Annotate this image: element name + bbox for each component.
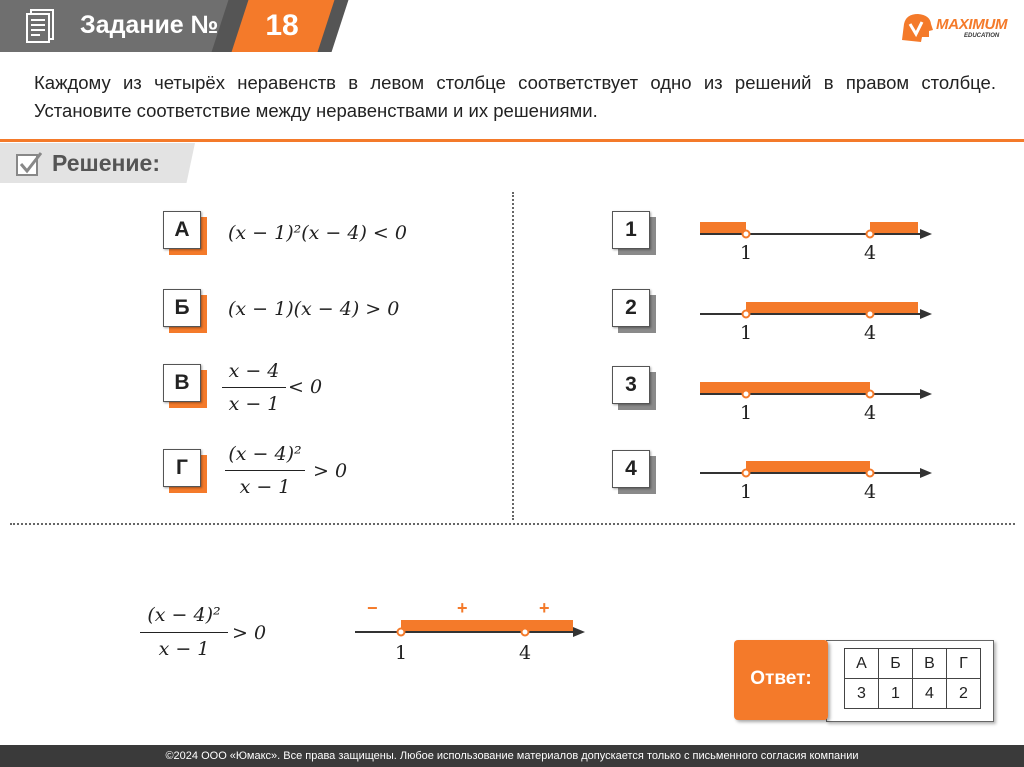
answer-label-box [734,640,828,720]
answer-letter: Г [947,649,981,679]
header-divider [0,139,1024,142]
section-divider [10,523,1015,525]
number-line-1 [700,218,932,268]
task-title: Задание № [80,11,219,39]
answer-digit: 3 [845,679,879,709]
answer-letter: Б [879,649,913,679]
sign-plus-middle: + [457,598,468,618]
tick-label-1: 1 [740,242,753,264]
letter-tile-g [163,449,201,487]
number-tile-3 [612,366,650,404]
letter-b: Б [163,289,201,327]
fraction-bar [222,387,286,388]
number-1: 1 [612,211,650,249]
column-divider [512,192,514,520]
tick-label-4: 4 [864,481,877,503]
document-icon [24,8,58,44]
inequality-a: (x − 1)²(x − 4) < 0 [228,222,407,244]
logo-text: MAXIMUM [936,16,1008,33]
maximum-logo [896,10,1018,46]
work-relation: > 0 [232,622,267,644]
answer-letters-row [845,649,981,679]
copyright-footer: ©2024 ООО «Юмакс». Все права защищены. Любое использование материалов допускается только с письменного согласия компании [0,745,1024,767]
number-line-3-graphic [700,378,932,408]
task-number: 18 [265,9,299,42]
work-number-line-graphic [355,616,585,656]
work-numerator: (x − 4)² [147,604,221,626]
number-2: 2 [612,289,650,327]
sign-plus-right: + [539,598,550,618]
inequality-g-relation: > 0 [313,460,348,482]
answer-letter: В [913,649,947,679]
checkbox-icon [16,151,42,177]
answer-table [844,648,981,709]
letter-v: В [163,364,201,402]
work-number-line [355,598,585,668]
inequality-g [225,443,348,503]
answer-digit: 2 [947,679,981,709]
solution-title: Решение: [52,150,161,176]
fraction-bar [225,470,305,471]
header-bar [0,0,1024,62]
number-line-1-graphic [700,218,932,248]
tick-label-1: 1 [740,481,753,503]
solution-header [0,143,1024,187]
work-inequality [140,604,270,664]
number-line-2 [700,298,932,348]
answer-digit: 4 [913,679,947,709]
number-line-4-graphic [700,457,932,487]
fraction-bar [140,632,228,633]
logo-subtext: EDUCATION [964,33,1000,39]
tick-label-4: 4 [519,642,532,664]
letter-tile-v [163,364,201,402]
inequality-v-relation: < 0 [288,376,323,398]
tick-label-4: 4 [864,322,877,344]
logo-head-icon [896,10,936,46]
answer-label: Ответ: [750,668,812,689]
inequality-g-numerator: (x − 4)² [228,443,302,465]
work-denominator: x − 1 [158,638,210,660]
number-3: 3 [612,366,650,404]
letter-tile-b [163,289,201,327]
tick-label-4: 4 [864,402,877,424]
answer-digit: 1 [879,679,913,709]
number-line-3 [700,378,932,428]
tick-label-4: 4 [864,242,877,264]
task-statement: Каждому из четырёх неравенств в левом столбце соответствует одно из решений в правом столбце. Установите соответствие между неравенствами и их решениями. [34,72,996,121]
number-line-4 [700,457,932,507]
letter-a: А [163,211,201,249]
number-line-2-graphic [700,298,932,328]
answer-block [734,640,996,724]
inequality-v-numerator: x − 4 [228,360,280,382]
sign-minus: − [367,598,378,618]
tick-label-1: 1 [740,402,753,424]
number-4: 4 [612,450,650,488]
letter-g: Г [163,449,201,487]
number-tile-1 [612,211,650,249]
tick-label-1: 1 [395,642,408,664]
inequality-v-denominator: x − 1 [228,393,280,415]
inequality-v [222,360,332,420]
tick-label-1: 1 [740,322,753,344]
answer-letter: А [845,649,879,679]
number-tile-2 [612,289,650,327]
answer-digits-row [845,679,981,709]
inequality-b: (x − 1)(x − 4) > 0 [228,298,400,320]
inequality-g-denominator: x − 1 [239,476,291,498]
letter-tile-a [163,211,201,249]
number-tile-4 [612,450,650,488]
